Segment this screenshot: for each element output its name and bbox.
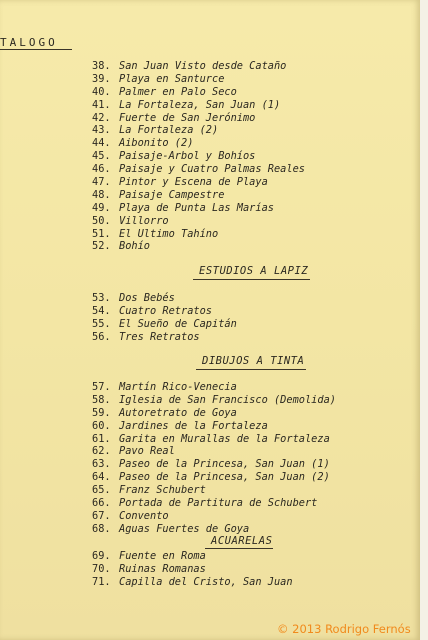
catalog-entry [92,471,336,484]
entry-number: 51. [92,227,111,240]
entry-title: Fuente en Roma [119,550,206,562]
entry-number: 61. [92,432,111,445]
page-edge [420,0,428,640]
catalog-entry [92,445,336,458]
catalog-entry [92,124,305,137]
catalog-list-acuarelas [92,550,293,589]
entry-number: 46. [92,163,111,176]
entry-number: 55. [92,317,111,330]
entry-title: Aibonito (2) [119,137,194,150]
entry-title: Autoretrato de Goya [119,406,237,419]
header-underline [0,49,72,50]
section-heading-tinta: DIBUJOS A TINTA [202,355,305,367]
entry-number: 53. [92,292,111,304]
entry-title: Cuatro Retratos [119,304,212,317]
entry-number: 42. [92,111,111,124]
catalog-entry [92,394,336,407]
catalog-entry [92,202,305,215]
catalog-entry [92,163,305,176]
catalog-entry [92,550,293,563]
entry-number: 44. [92,137,111,150]
entry-title: El Ultimo Tahíno [119,227,219,240]
catalog-entry [92,137,305,150]
section-heading-acuarelas: ACUARELAS [211,535,273,547]
entry-title: Capilla del Cristo, San Juan [119,575,293,588]
catalog-list-lapiz [92,292,237,344]
entry-number: 70. [92,562,111,575]
entry-number: 69. [92,550,111,562]
entry-number: 45. [92,150,111,163]
catalog-header: TALOGO [0,36,58,49]
copyright-watermark: © 2013 Rodrigo Fernós [277,622,411,636]
entry-number: 52. [92,240,111,253]
entry-number: 60. [92,419,111,432]
entry-number: 38. [92,60,111,72]
entry-number: 50. [92,214,111,227]
entry-title: Pintor y Escena de Playa [119,176,268,189]
entry-number: 43. [92,124,111,137]
entry-title: Garita en Murallas de la Fortaleza [119,432,330,445]
entry-title: Ruinas Romanas [119,562,206,575]
entry-number: 40. [92,85,111,98]
catalog-entry [92,292,237,305]
entry-title: Paisaje-Arbol y Bohíos [119,150,256,163]
catalog-entry [92,420,336,433]
catalog-entry [92,510,336,523]
entry-number: 59. [92,406,111,419]
entry-title: Paseo de la Princesa, San Juan (2) [119,471,330,484]
entry-title: Playa en Santurce [119,72,225,85]
entry-number: 49. [92,201,111,214]
catalog-entry [92,433,336,446]
section-underline-tinta [196,369,306,370]
catalog-entry [92,318,237,331]
entry-number: 67. [92,509,111,522]
entry-number: 47. [92,176,111,189]
catalog-entry [92,497,336,510]
entry-title: Tres Retratos [119,330,200,343]
catalog-entry [92,73,305,86]
catalog-entry [92,305,237,318]
entry-number: 65. [92,484,111,497]
catalog-entry [92,176,305,189]
catalog-entry [92,86,305,99]
entry-title: Franz Schubert [119,484,206,497]
entry-title: Portada de Partitura de Schubert [119,497,318,510]
entry-title: Jardines de la Fortaleza [119,419,268,432]
entry-title: La Fortaleza, San Juan (1) [119,98,281,111]
catalog-list-oleos [92,60,305,253]
entry-title: Fuerte de San Jerónimo [119,111,256,124]
entry-number: 63. [92,458,111,471]
catalog-entry [92,60,305,73]
catalog-entry [92,189,305,202]
catalog-entry [92,112,305,125]
entry-title: Paisaje Campestre [119,188,225,201]
catalog-entry [92,523,336,536]
entry-number: 68. [92,522,111,535]
catalog-entry [92,484,336,497]
entry-title: Playa de Punta Las Marías [119,201,274,214]
entry-number: 62. [92,445,111,458]
entry-title: Dos Bebés [119,292,175,304]
section-heading-lapiz: ESTUDIOS A LAPIZ [199,265,309,277]
catalog-entry [92,99,305,112]
entry-title: El Sueño de Capitán [119,317,237,330]
entry-number: 39. [92,72,111,85]
catalog-entry [92,407,336,420]
section-underline-lapiz [193,279,310,280]
catalog-entry [92,331,237,344]
entry-title: La Fortaleza (2) [119,124,219,137]
entry-title: Convento [119,509,169,522]
catalog-entry [92,563,293,576]
section-underline-acuarelas [205,548,273,549]
entry-number: 57. [92,381,111,393]
entry-title: Pavo Real [119,445,175,458]
catalog-entry [92,576,293,589]
catalog-entry [92,240,305,253]
entry-number: 56. [92,330,111,343]
catalog-entry [92,215,305,228]
entry-number: 54. [92,304,111,317]
entry-title: Martín Rico-Venecia [119,381,237,393]
entry-number: 41. [92,98,111,111]
catalog-list-tinta [92,381,336,536]
catalog-entry [92,228,305,241]
entry-number: 71. [92,575,111,588]
entry-number: 48. [92,188,111,201]
entry-title: Palmer en Palo Seco [119,85,237,98]
entry-title: Iglesia de San Francisco (Demolida) [119,393,336,406]
entry-title: Villorro [119,214,169,227]
entry-title: Bohío [119,240,150,253]
entry-number: 64. [92,471,111,484]
entry-title: San Juan Visto desde Cataño [119,60,287,72]
catalog-entry [92,458,336,471]
catalog-entry [92,381,336,394]
entry-number: 66. [92,497,111,510]
entry-number: 58. [92,393,111,406]
catalog-entry [92,150,305,163]
entry-title: Paisaje y Cuatro Palmas Reales [119,163,305,176]
entry-title: Paseo de la Princesa, San Juan (1) [119,458,330,471]
entry-title: Aguas Fuertes de Goya [119,522,250,535]
